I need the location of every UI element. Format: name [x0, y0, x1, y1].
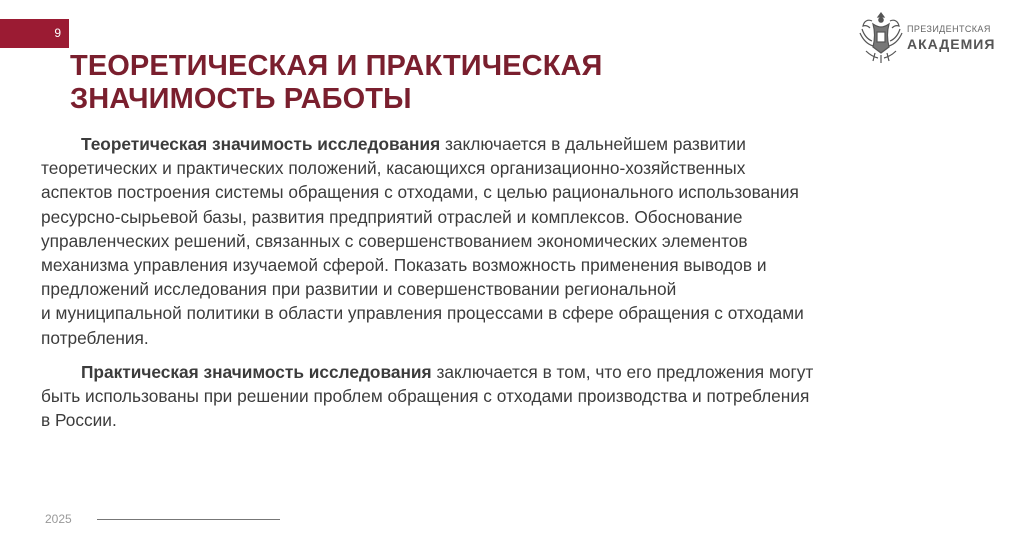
para1-line: управленческих решений, связанных с совершенствованием экономических элементов: [41, 230, 748, 251]
para2-bold: Практическая значимость исследования: [81, 361, 432, 382]
logo-small-text: ПРЕЗИДЕНТСКАЯ: [907, 24, 991, 34]
para1-line: предложений исследования при развитии и совершенствовании региональной: [41, 279, 677, 300]
para1-line: заключается в дальнейшем развитии: [440, 134, 746, 154]
slide-number-bar: [0, 19, 69, 48]
double-headed-eagle-icon: [858, 9, 904, 65]
para1-line: ресурсно-сырьевой базы, развития предприятий отраслей и комплексов. Обоснование: [41, 206, 743, 227]
para1-line: механизма управления изучаемой сферой. Показать возможность применения выводов и: [41, 255, 767, 276]
para1-line: теоретических и практических положений, касающихся организационно-хозяйственных: [41, 158, 746, 179]
para1-bold: Теоретическая значимость исследования: [81, 134, 441, 154]
footer-year: 2025: [45, 512, 72, 526]
slide-title: [70, 50, 770, 116]
theoretical-significance-paragraph: [41, 132, 961, 350]
para2-line: заключается в том, что его предложения могут: [431, 361, 814, 382]
slide-body: [41, 132, 961, 432]
academy-logo: [858, 9, 998, 67]
slide-number: 9: [54, 26, 61, 40]
slide-title-line-1: ТЕОРЕТИЧЕСКАЯ И ПРАКТИЧЕСКАЯ: [70, 50, 603, 82]
practical-significance-paragraph: [41, 360, 961, 433]
para1-line: потребления.: [41, 327, 149, 348]
slide-title-line-2: ЗНАЧИМОСТЬ РАБОТЫ: [70, 83, 412, 115]
footer-divider: [97, 519, 280, 520]
logo-big-text: АКАДЕМИЯ: [907, 36, 996, 52]
para1-line: и муниципальной политики в области управления процессами в сфере обращения с отходами: [41, 303, 804, 324]
para2-line: быть использованы при решении проблем обращения с отходами производства и потребления: [41, 386, 810, 407]
para1-line: аспектов построения системы обращения с отходами, с целью рационального использования: [41, 182, 799, 203]
para2-line: в России.: [41, 410, 117, 431]
